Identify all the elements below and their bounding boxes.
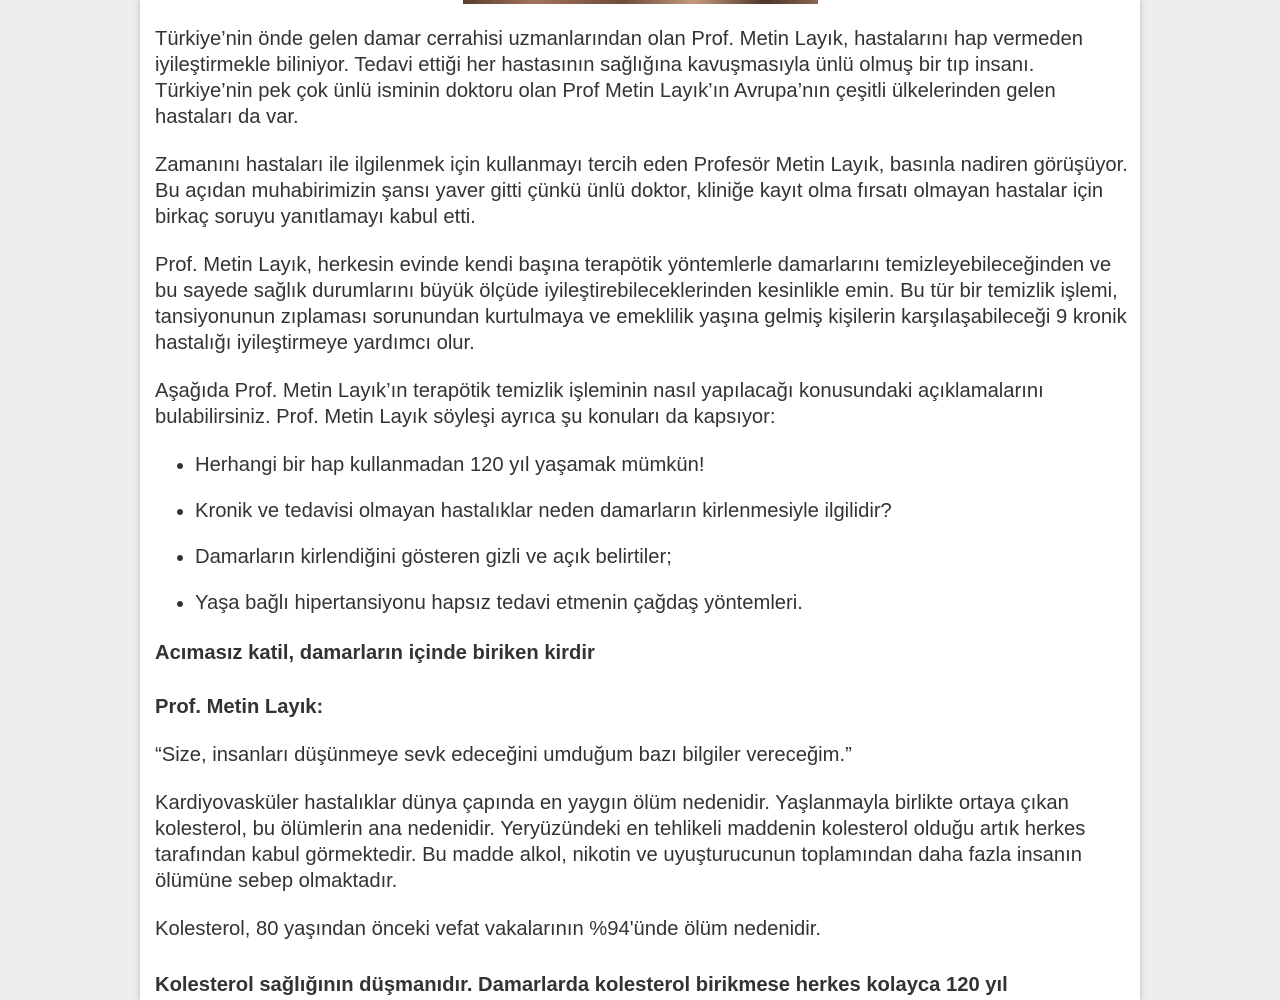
list-item: • Herhangi bir hap kullanmadan 120 yıl yaşamak mümkün!: [195, 452, 1130, 478]
speaker-quote: “Size, insanları düşünmeye sevk edeceğini umduğum bazı bilgiler vereceğim.”: [155, 744, 852, 766]
article-subheading: Acımasız katil, damarların içinde biriken kirdir: [155, 642, 595, 664]
list-item: • Yaşa bağlı hipertansiyonu hapsız tedavi etmenin çağdaş yöntemleri.: [195, 590, 1130, 616]
article-content: [155, 26, 1130, 1000]
article-paragraph-cleaning: Prof. Metin Layık, herkesin evinde kendi başına terapötik yöntemlerle damarlarını temizleyebileceğinden ve bu sayede sağlık durumlarını büyük ölçüde iyileştirebileceklerinden kesinlikle emin. Bu tür bir temizlik işlemi, tansiyonunun zıplaması sorunundan kurtulmaya ve emeklilik yaşına gelmiş kişilerin karşılaşabileceği 9 kronik hastalığı iyileştirmeye yardımcı olur.: [155, 254, 1127, 354]
article-hero-image: [463, 0, 818, 4]
article-paragraph-cardio: Kardiyovasküler hastalıklar dünya çapında en yaygın ölüm nedenidir. Yaşlanmayla birlikte ortaya çıkan kolesterol, bu ölümlerin ana nedenidir. Yeryüzündeki en tehlikeli maddenin kolesterol olduğu artık herkes tarafından kabul görmektedir. Bu madde alkol, nikotin ve uyuşturucunun toplamından daha fazla insanın ölümüne sebep olmaktadır.: [155, 792, 1086, 892]
list-item: • Kronik ve tedavisi olmayan hastalıklar neden damarların kirlenmesiyle ilgilidir?: [195, 498, 1130, 524]
article-paragraph-intro: Türkiye’nin önde gelen damar cerrahisi uzmanlarından olan Prof. Metin Layık, hastalarını hap vermeden iyileştirmekle biliniyor. Tedavi ettiği her hastasının sağlığına kavuşmasıyla ünlü olmuş bir tıp insanı. Türkiye’nin pek çok ünlü isminin doktoru olan Prof Metin Layık’ın Avrupa’nın çeşitli ülkelerinden gelen hastaları da var.: [155, 28, 1084, 128]
article-page: [140, 0, 1140, 1000]
article-paragraph-topics: Aşağıda Prof. Metin Layık’ın terapötik temizlik işleminin nasıl yapılacağı konusundaki açıklamalarını bulabilirsiniz. Prof. Metin Layık söyleşi ayrıca şu konuları da kapsıyor:: [155, 380, 1044, 428]
list-item: • Damarların kirlendiğini gösteren gizli ve açık belirtiler;: [195, 544, 1130, 570]
article-paragraph-press: Zamanını hastaları ile ilgilenmek için kullanmayı tercih eden Profesör Metin Layık, basınla nadiren görüşüyor. Bu açıdan muhabirimizin şansı yaver gitti çünkü ünlü doktor, kliniğe kayıt olma fırsatı olmayan hastalar için birkaç soruyu yanıtlamayı kabul etti.: [155, 154, 1128, 228]
topics-list: [155, 452, 1130, 616]
article-bold-statement: Kolesterol sağlığının düşmanıdır. Damarlarda kolesterol birikmese herkes kolayca 120 yıl: [155, 974, 1008, 996]
speaker-label: Prof. Metin Layık:: [155, 696, 324, 718]
article-paragraph-stat: Kolesterol, 80 yaşından önceki vefat vakalarının %94'ünde ölüm nedenidir.: [155, 918, 821, 940]
